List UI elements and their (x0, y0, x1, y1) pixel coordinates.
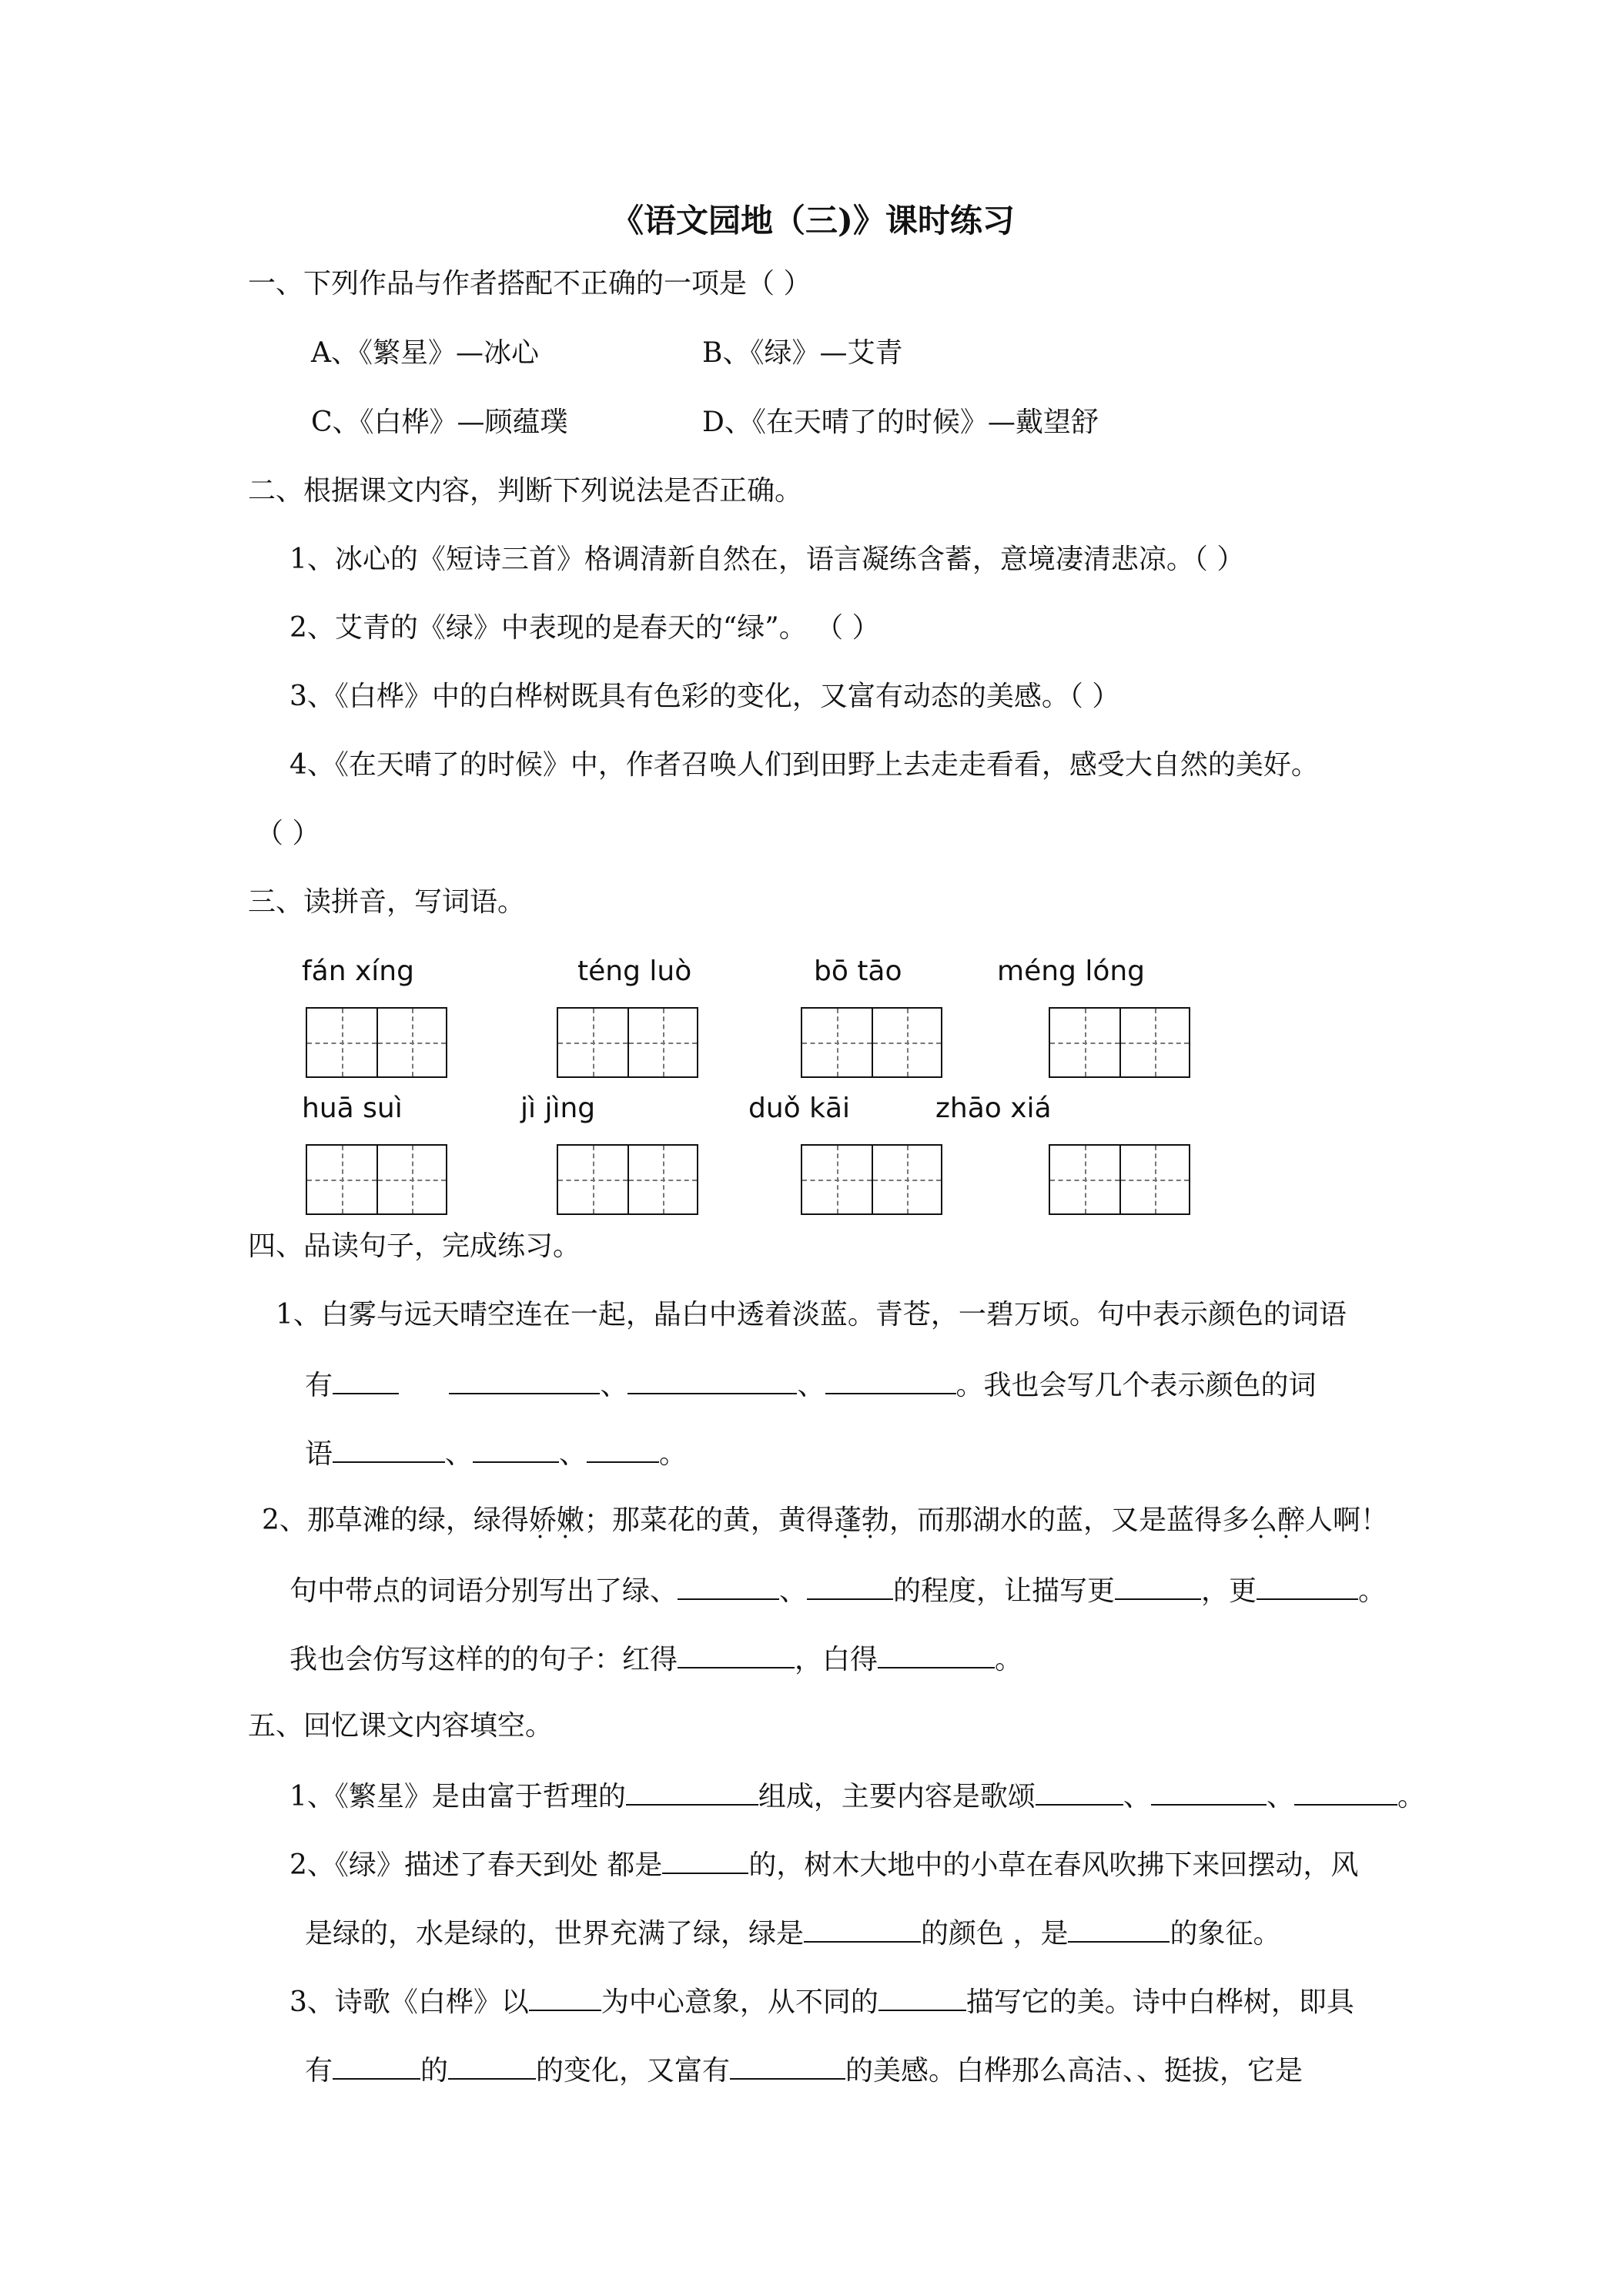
page-title: 《语文园地（三)》课时练习 (611, 202, 1015, 239)
q5-l5-text-b: 的 (420, 2055, 449, 2087)
q5-heading: 五、回忆课文内容填空。 (248, 1710, 554, 1742)
blank[interactable] (448, 2052, 536, 2080)
q5-l2-text-b: 的，树木大地中的小草在春风吹拂下来回摆动，风 (748, 1849, 1359, 1881)
q4-heading: 四、品读句子，完成练习。 (248, 1230, 581, 1262)
blank[interactable] (1068, 1915, 1170, 1943)
q5-line4 (289, 1983, 1354, 2020)
q2-heading: 二、根据课文内容，判断下列说法是否正确。 (248, 475, 803, 507)
q5-l2-text-a: 2、《绿》描述了春天到处 都是 (289, 1849, 663, 1881)
q1-option-a[interactable]: A、《繁星》—冰心 (311, 337, 539, 369)
q5-l5-text-a: 有 (305, 2055, 333, 2087)
blank[interactable] (627, 1367, 797, 1394)
blank[interactable] (825, 1367, 956, 1394)
q4-s2-l2-text-a: 句中带点的词语分别写出了绿、 (289, 1575, 678, 1607)
q4-s2-line3 (289, 1641, 1022, 1677)
pinyin-jijing: jì jìng (520, 1093, 596, 1124)
q2-item-4: 4、《在天晴了的时候》中，作者召唤人们到田野上去走走看看，感受大自然的美好。 (289, 749, 1319, 781)
q4-s2-l2-text-b: 的程度，让描写更 (893, 1575, 1116, 1607)
blank[interactable] (333, 2052, 420, 2080)
writing-grid-7[interactable] (801, 1144, 942, 1215)
dotted-word-duomezuiren: 多么醉人 • • (1222, 1504, 1333, 1538)
writing-grid-5[interactable] (306, 1144, 447, 1215)
q5-line3 (305, 1915, 1280, 1951)
pinyin-menglong: méng lóng (997, 956, 1146, 987)
blank[interactable] (678, 1572, 779, 1600)
q4-s2-l3-text-b: ，白得 (795, 1644, 878, 1675)
q4-s2-text-c: ，而那湖水的蓝，又是蓝得 (888, 1504, 1222, 1536)
q4-s2-text-d: 啊！ (1332, 1504, 1388, 1536)
blank[interactable] (333, 1435, 445, 1463)
q4-s2-line1 (262, 1504, 1388, 1538)
q5-l4-text-a: 3、诗歌《白桦》以 (289, 1986, 529, 2018)
q5-l4-text-b: 为中心意象，从不同的 (601, 1986, 878, 2018)
writing-grid-8[interactable] (1049, 1144, 1190, 1215)
period: 。 (995, 1644, 1023, 1675)
blank[interactable] (1036, 1778, 1123, 1806)
blank[interactable] (333, 1367, 399, 1394)
q2-item-2: 2、艾青的《绿》中表现的是春天的“绿”。 （ ） (289, 612, 880, 644)
blank[interactable] (1294, 1778, 1397, 1806)
period: 。 (659, 1438, 688, 1470)
q5-l3-text-a: 是绿的，水是绿的，世界充满了绿，绿是 (305, 1918, 805, 1950)
separator: 、 (797, 1370, 825, 1401)
blank[interactable] (807, 1572, 893, 1600)
pinyin-zhaoxia: zhāo xiá (935, 1093, 1052, 1124)
period: 。 (1397, 1781, 1425, 1812)
q5-l5-text-c: 的变化，又富有 (536, 2055, 731, 2087)
writing-grid-6[interactable] (557, 1144, 698, 1215)
blank[interactable] (878, 1641, 995, 1668)
separator: 、 (559, 1438, 587, 1470)
q5-line2 (289, 1846, 1358, 1883)
blank[interactable] (587, 1435, 659, 1463)
separator: 、 (600, 1370, 628, 1401)
separator: 、 (1123, 1781, 1151, 1812)
q5-l1-text-b: 组成，主要内容是歌颂 (758, 1781, 1036, 1812)
q5-l5-text-d: 的美感。白桦那么高洁、、挺拔，它是 (845, 2055, 1303, 2087)
q5-line1 (289, 1778, 1425, 1814)
blank[interactable] (804, 1915, 921, 1943)
q5-l1-text-a: 1、《繁星》是由富于哲理的 (289, 1781, 626, 1812)
period: 。 (1358, 1575, 1387, 1607)
q1-heading: 一、下列作品与作者搭配不正确的一项是（ ） (248, 268, 812, 300)
blank[interactable] (529, 1983, 601, 2011)
q1-option-c[interactable]: C、《白桦》—顾蕴璞 (311, 407, 568, 438)
writing-grid-3[interactable] (801, 1007, 942, 1078)
dotted-word-jiaonen: 娇嫩 • • (529, 1504, 584, 1538)
q5-l3-text-c: 的象征。 (1170, 1918, 1281, 1950)
q1-option-d[interactable]: D、《在天晴了的时候》—戴望舒 (702, 407, 1099, 438)
pinyin-botao: bō tāo (814, 956, 902, 987)
q2-item-3: 3、《白桦》中的白桦树既具有色彩的变化，又富有动态的美感。（ ） (289, 681, 1120, 712)
blank[interactable] (878, 1983, 966, 2011)
q3-heading: 三、读拼音，写词语。 (248, 886, 526, 918)
blank[interactable] (1257, 1572, 1358, 1600)
q4-s1-line3 (305, 1435, 687, 1471)
pinyin-huasui: huā suì (302, 1093, 403, 1124)
pinyin-fanxing: fán xíng (302, 956, 414, 987)
q1-option-b[interactable]: B、《绿》—艾青 (702, 337, 903, 369)
blank[interactable] (473, 1435, 559, 1463)
blank[interactable] (730, 2052, 845, 2080)
q5-l3-text-b: 的颜色 ，是 (921, 1918, 1069, 1950)
writing-grid-1[interactable] (306, 1007, 447, 1078)
writing-grid-2[interactable] (557, 1007, 698, 1078)
q4-s1-you: 有 (305, 1370, 333, 1401)
separator: 、 (779, 1575, 808, 1607)
q2-item-1: 1、冰心的《短诗三首》格调清新自然在，语言凝练含蓄，意境凄清悲凉。（ ） (289, 544, 1245, 575)
q5-l4-text-c: 描写它的美。诗中白桦树，即具 (965, 1986, 1354, 2018)
q4-s1-tail: 。我也会写几个表示颜色的词 (955, 1370, 1317, 1401)
blank[interactable] (1115, 1572, 1201, 1600)
blank[interactable] (626, 1778, 758, 1806)
blank[interactable] (1151, 1778, 1267, 1806)
q4-s1-line1: 1、白雾与远天晴空连在一起，晶白中透着淡蓝。青苍，一碧万顷。句中表示颜色的词语 (276, 1299, 1347, 1330)
pinyin-tengluo: téng luò (577, 956, 692, 987)
pinyin-duokai: duǒ kāi (748, 1093, 851, 1124)
q5-line5 (305, 2052, 1303, 2088)
dotted-word-pengbo: 蓬勃 • • (834, 1504, 889, 1538)
q4-s2-l3-text-a: 我也会仿写这样的的句子：红得 (289, 1644, 678, 1675)
q4-s2-text-a: 2、那草滩的绿，绿得 (262, 1504, 529, 1536)
blank[interactable] (678, 1641, 795, 1668)
q4-s2-line2 (289, 1572, 1386, 1608)
q4-s1-line2 (305, 1367, 1317, 1403)
q4-s2-l2-text-c: ，更 (1201, 1575, 1257, 1607)
blank[interactable] (449, 1367, 600, 1394)
q4-s2-text-b: ；那菜花的黄，黄得 (584, 1504, 834, 1536)
separator: 、 (445, 1438, 474, 1470)
blank[interactable] (662, 1846, 748, 1874)
separator: 、 (1266, 1781, 1294, 1812)
q4-s1-yu: 语 (305, 1438, 333, 1470)
writing-grid-4[interactable] (1049, 1007, 1190, 1078)
q2-item-4-answer-paren[interactable]: （ ） (256, 818, 320, 849)
